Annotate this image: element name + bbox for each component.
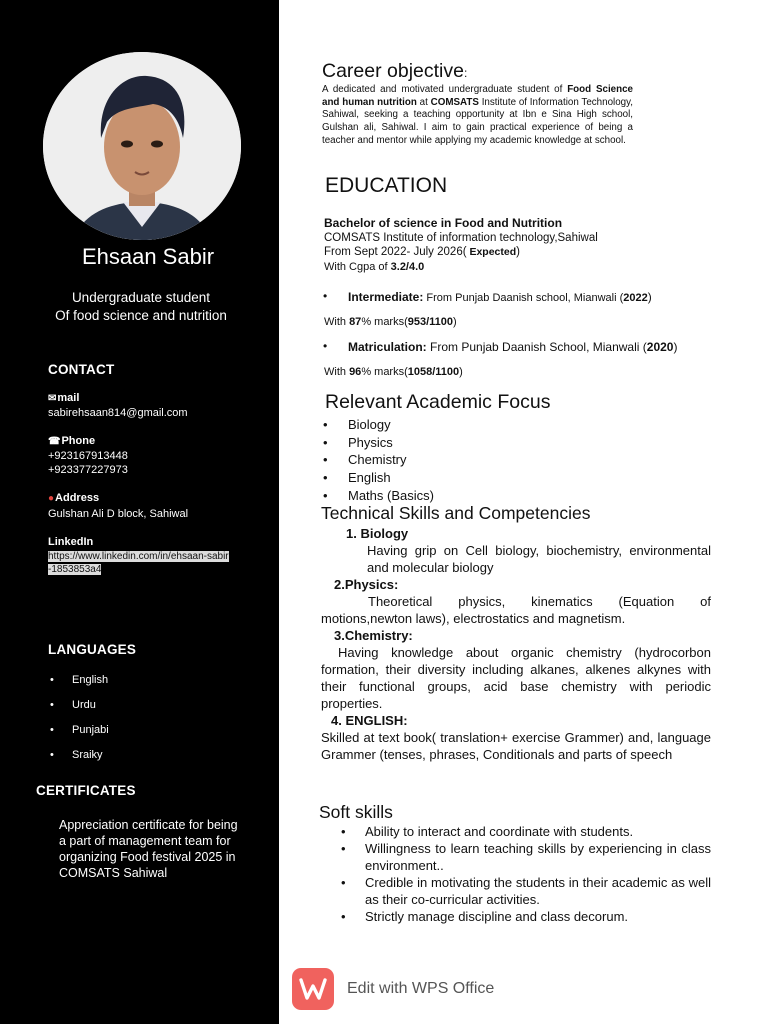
languages-list	[50, 672, 109, 772]
education-heading: EDUCATION	[325, 174, 448, 197]
focus-item: • Chemistry	[323, 451, 434, 469]
matric-marks: 1058/1100	[407, 366, 460, 378]
matric-pct: 96	[349, 366, 362, 378]
wps-logo-icon	[292, 968, 334, 1010]
focus-item: • Maths (Basics)	[323, 487, 434, 505]
matriculation-label: Matriculation:	[348, 340, 427, 354]
email-label-text: mail	[57, 392, 80, 404]
soft-skills-heading: Soft skills	[319, 802, 393, 822]
career-heading-text: Career objective	[322, 60, 464, 82]
degree-institute: COMSATS Institute of information technology,Sahiwal	[324, 231, 598, 244]
focus-heading: Relevant Academic Focus	[325, 391, 551, 413]
chemistry-text: Having knowledge about organic chemistry (hydrocorbon formation, their diversity including alkanes, alkenes alkynes with their functional groups, acid base chemistry with periodic properties.	[321, 645, 711, 711]
career-objective-text	[322, 84, 633, 148]
intermediate-text	[348, 290, 652, 304]
phone-label-text: Phone	[61, 435, 96, 447]
focus-item: • Biology	[323, 416, 434, 434]
career-heading-colon: :	[463, 66, 468, 80]
intermediate-marks	[324, 316, 457, 328]
email-value[interactable]: sabirehsaan814@gmail.com	[48, 407, 188, 419]
soft-skill-item: • Willingness to learn teaching skills by experiencing in class environment..	[341, 840, 711, 874]
profile-name: Ehsaan Sabir	[81, 244, 215, 269]
soft-skill-item: • Ability to interact and coordinate with students.	[341, 823, 711, 840]
biology-text: Having grip on Cell biology, biochemistry, environmental and molecular biology	[367, 543, 711, 575]
bullet: •	[323, 339, 328, 353]
inter-marks-mid: % marks(	[361, 316, 408, 328]
matric-marks-prefix: With	[324, 366, 350, 378]
matriculation-text	[348, 340, 677, 354]
contact-heading: CONTACT	[48, 362, 115, 377]
english-heading: 4. ENGLISH:	[331, 713, 408, 728]
phone-icon: ☎	[48, 436, 61, 447]
cgpa-value: 3.2/4.0	[390, 260, 425, 273]
email-label	[48, 392, 79, 404]
linkedin-line-1[interactable]: https://www.linkedin.com/in/ehsaan-sabir	[48, 551, 229, 562]
inter-pct: 87	[349, 316, 362, 328]
certificates-heading: CERTIFICATES	[36, 783, 136, 798]
language-item: • English	[50, 672, 109, 697]
career-bold-1: Food Science and human nutrition	[322, 84, 633, 108]
inter-marks-prefix: With	[324, 316, 350, 328]
english-text: Skilled at text book( translation+ exercise Grammer) and, language Grammer (tenses, phrases, Conditionals and parts of speech	[321, 730, 711, 762]
matriculation-marks	[324, 366, 463, 378]
matriculation-close: )	[673, 340, 678, 354]
phone-2[interactable]: +923377227973	[48, 464, 128, 476]
technical-heading: Technical Skills and Competencies	[321, 503, 591, 523]
intermediate-year: 2022	[623, 292, 648, 304]
degree-cgpa	[324, 260, 598, 275]
technical-skills	[321, 525, 711, 763]
matriculation-year: 2020	[646, 340, 674, 354]
matric-marks-close: )	[459, 366, 463, 378]
dates-prefix: From Sept 2022- July 2026(	[324, 246, 467, 258]
matriculation-school: From Punjab Daanish School, Mianwali (	[426, 340, 647, 354]
profile-photo	[43, 52, 241, 240]
intermediate-label: Intermediate:	[348, 290, 424, 304]
envelope-icon: ✉	[48, 393, 57, 404]
address-value: Gulshan Ali D block, Sahiwal	[48, 508, 189, 520]
sidebar	[0, 0, 279, 1024]
languages-heading: LANGUAGES	[48, 642, 137, 657]
career-bold-2: COMSATS	[430, 96, 479, 108]
inter-marks: 953/1100	[407, 316, 454, 328]
address-label-text: Address	[55, 492, 100, 504]
bullet: •	[323, 289, 328, 303]
dates-expected: Expected	[466, 246, 517, 258]
physics-text: Theoretical physics, kinematics (Equation of motions,newton laws), electrostatics and magnetism.	[321, 594, 711, 626]
wps-edit-label[interactable]: Edit with WPS Office	[347, 980, 495, 997]
profile-subtitle	[0, 289, 282, 325]
language-item: • Urdu	[50, 697, 109, 722]
career-text-1: A dedicated and motivated undergraduate student of	[322, 84, 568, 95]
career-text-3: Institute of Information Technology, Sahiwal, seeking a teaching opportunity at Ibn e Sina High school, Gulshan ali, Sahiwal. I aim to gain practical experience of being a teacher and mentor while applying my academic knowledge at school.	[322, 96, 633, 146]
soft-skill-item: • Strictly manage discipline and class decorum.	[341, 908, 711, 925]
dates-suffix: )	[516, 246, 520, 258]
career-text-2: at	[416, 96, 431, 108]
pin-icon: ●	[48, 493, 55, 504]
wps-logo-glyph	[298, 977, 328, 1001]
inter-marks-close: )	[453, 316, 457, 328]
profile-photo-illustration	[43, 52, 241, 240]
subtitle-line-2: Of food science and nutrition	[55, 308, 227, 323]
chemistry-heading: 3.Chemistry:	[334, 628, 413, 643]
intermediate-close: )	[647, 290, 652, 304]
matric-marks-mid: % marks(	[361, 366, 408, 378]
phone-1[interactable]: +923167913448	[48, 450, 128, 462]
linkedin-line-2[interactable]: -1853853a4	[48, 564, 102, 575]
degree-title: Bachelor of science in Food and Nutrition	[324, 216, 563, 230]
linkedin-label: LinkedIn	[48, 536, 94, 548]
wps-edit-badge[interactable]	[292, 968, 494, 1010]
main-content	[279, 0, 768, 1024]
focus-item: • Physics	[323, 434, 434, 452]
language-item: • Punjabi	[50, 722, 109, 747]
cgpa-prefix: With Cgpa of	[324, 260, 391, 273]
soft-skills-list	[341, 823, 711, 925]
focus-list	[323, 416, 434, 504]
physics-heading: 2.Physics:	[334, 577, 399, 592]
linkedin-link[interactable]	[48, 550, 243, 576]
intermediate-school: From Punjab Daanish school, Mianwali (	[423, 292, 624, 304]
certificate-text: Appreciation certificate for being a part of management team for organizing Food festival 2025 in COMSATS Sahiwal	[59, 818, 238, 880]
degree-dates	[324, 245, 598, 260]
soft-skill-item: • Credible in motivating the students in their academic as well as their co-curricular activities.	[341, 874, 711, 908]
degree-block	[324, 216, 598, 274]
address-label	[48, 492, 99, 504]
language-item: • Sraiky	[50, 747, 109, 772]
focus-item: • English	[323, 469, 434, 487]
phone-label	[48, 435, 95, 447]
biology-heading: 1. Biology	[346, 526, 409, 541]
career-heading	[322, 60, 467, 83]
subtitle-line-1: Undergraduate student	[71, 290, 211, 305]
